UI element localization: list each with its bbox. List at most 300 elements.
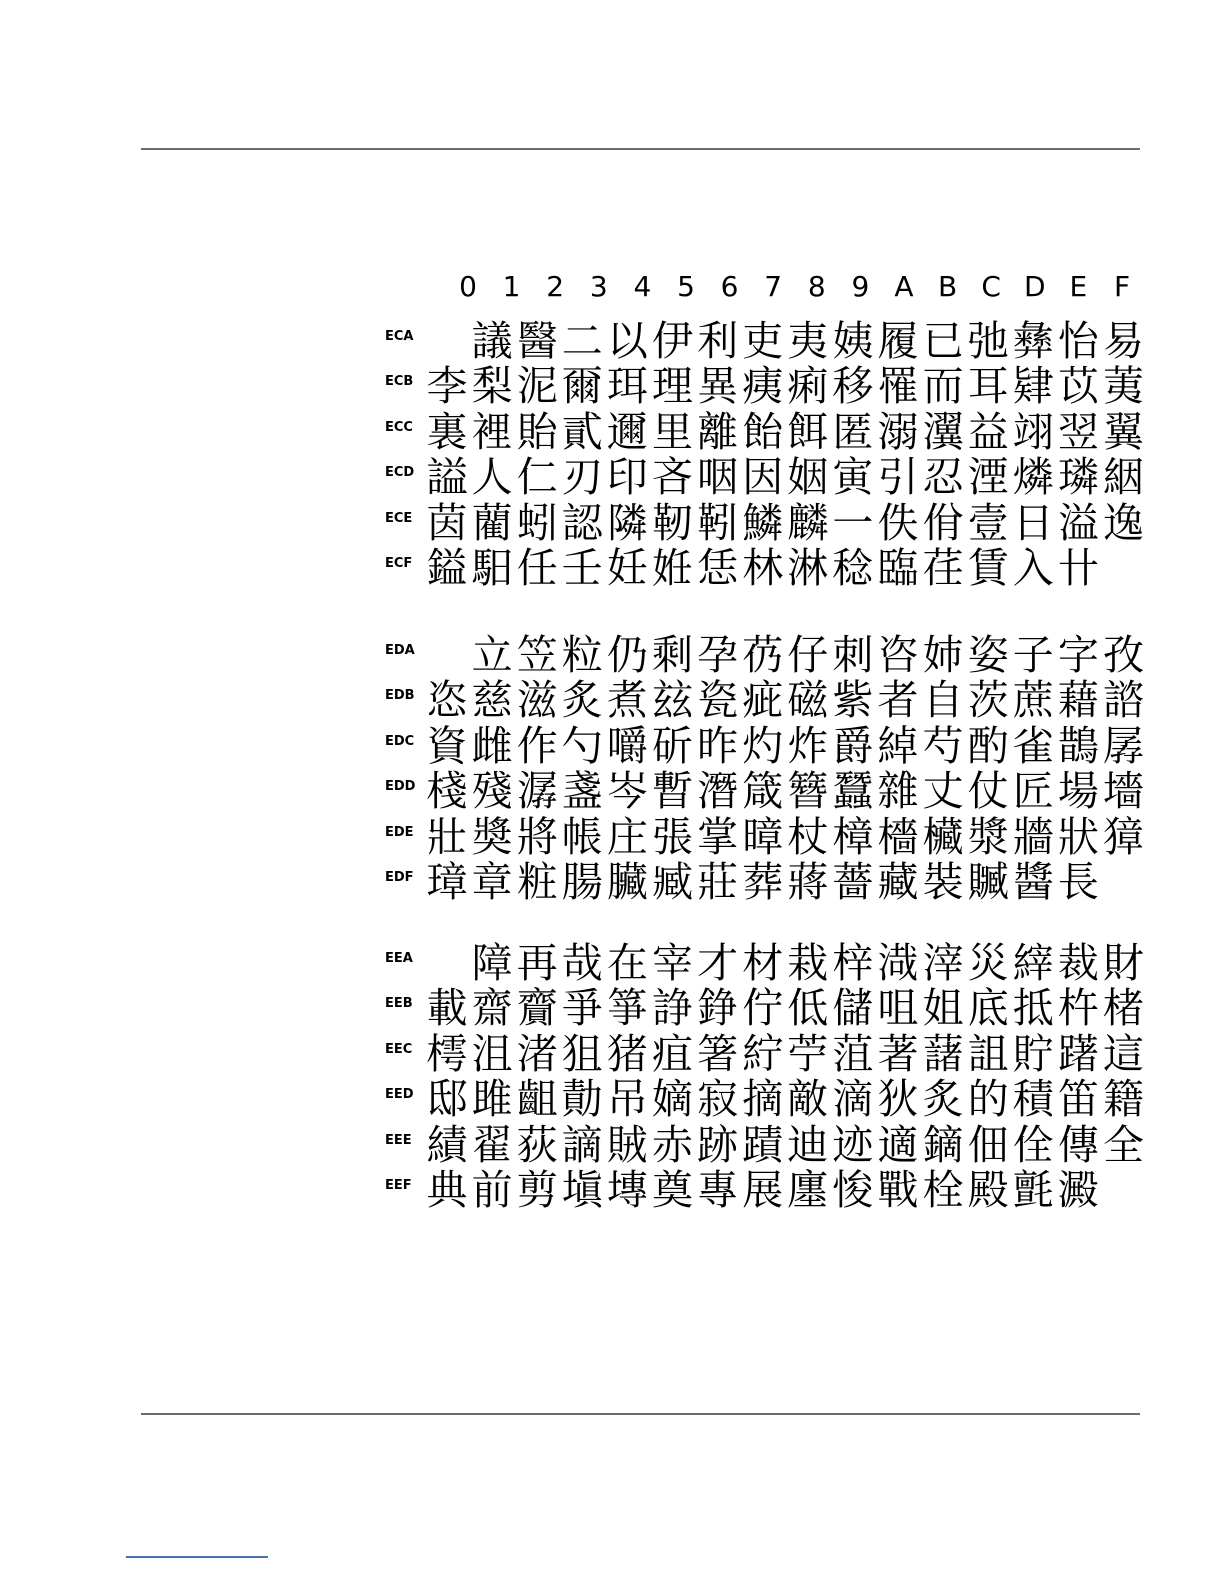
glyph-cell: 瀷 <box>922 407 964 456</box>
glyph-cell: 藷 <box>922 1029 964 1078</box>
glyph-cell: 昨 <box>697 721 739 770</box>
glyph-cell: 簪 <box>787 767 829 816</box>
glyph-cell: 荻 <box>516 1120 558 1169</box>
glyph-cell: 刺 <box>832 631 874 679</box>
glyph-cell: 潛 <box>697 767 739 816</box>
glyph-cell: 雎 <box>471 1075 513 1124</box>
row-label: EEC <box>385 1041 413 1057</box>
glyph-cell: 益 <box>967 407 1009 456</box>
glyph-cell: 姿 <box>967 631 1009 679</box>
column-header: 6 <box>720 270 739 303</box>
row-label: ECC <box>385 419 413 435</box>
glyph-cell: 諮 <box>1103 676 1144 725</box>
glyph-cell: 欌 <box>922 812 964 861</box>
glyph-cell: 績 <box>426 1120 468 1169</box>
glyph-cell: 籍 <box>1103 1075 1144 1124</box>
glyph-cell: 荏 <box>922 544 964 592</box>
glyph-cell: 低 <box>787 984 829 1033</box>
header-rule <box>141 148 1140 150</box>
glyph-cell: 怡 <box>1057 317 1099 365</box>
glyph-cell: 炙 <box>561 676 603 725</box>
glyph-cell: 鏑 <box>922 1120 964 1169</box>
glyph-cell: 贓 <box>967 858 1009 906</box>
glyph-cell: 墻 <box>1103 767 1144 816</box>
glyph-cell: 岑 <box>606 767 648 816</box>
row-label: EDD <box>385 779 416 795</box>
glyph-cell: 斫 <box>652 721 693 770</box>
glyph-cell: 剩 <box>652 631 693 679</box>
glyph-cell: 謚 <box>426 453 468 502</box>
glyph-cell: 齋 <box>471 984 513 1033</box>
glyph-cell: 刃 <box>561 453 603 502</box>
glyph-cell: 餌 <box>787 407 829 456</box>
glyph-cell: 栓 <box>922 1166 964 1214</box>
column-header: C <box>981 270 1001 303</box>
glyph-cell: 殘 <box>471 767 513 816</box>
column-header: D <box>1024 270 1046 303</box>
glyph-cell: 絪 <box>1103 453 1144 502</box>
glyph-cell: 邸 <box>426 1075 468 1124</box>
glyph-cell: 滓 <box>922 939 964 987</box>
glyph-cell: 卄 <box>1057 544 1099 592</box>
glyph-cell: 梓 <box>832 939 874 987</box>
glyph-cell: 潺 <box>516 767 558 816</box>
glyph-cell: 獐 <box>1103 812 1144 861</box>
glyph-cell: 姻 <box>787 453 829 502</box>
glyph-cell: 貳 <box>561 407 603 456</box>
glyph-cell: 人 <box>471 453 513 502</box>
glyph-cell: 的 <box>967 1075 1009 1124</box>
footer-link-underline <box>126 1556 268 1558</box>
glyph-cell: 已 <box>922 317 964 365</box>
glyph-cell: 煮 <box>606 676 648 725</box>
glyph-cell: 廛 <box>787 1166 829 1214</box>
glyph-cell: 苧 <box>787 1029 829 1078</box>
glyph-cell: 理 <box>652 362 693 411</box>
glyph-cell: 佇 <box>742 984 784 1033</box>
glyph-cell: 蠶 <box>832 767 874 816</box>
glyph-cell: 盞 <box>561 767 603 816</box>
glyph-cell: 仔 <box>787 631 829 679</box>
glyph-cell: 磁 <box>787 676 829 725</box>
glyph-cell: 璘 <box>1057 453 1099 502</box>
column-header: 8 <box>807 270 826 303</box>
glyph-cell: 敵 <box>787 1075 829 1124</box>
glyph-cell: 慈 <box>471 676 513 725</box>
glyph-cell: 積 <box>1012 1075 1054 1124</box>
row-label: EDA <box>385 643 415 658</box>
glyph-cell <box>1101 545 1147 591</box>
glyph-cell: 錚 <box>697 984 739 1033</box>
glyph-cell: 菹 <box>832 1029 874 1078</box>
glyph-cell: 栽 <box>787 939 829 987</box>
column-header: 0 <box>459 270 477 303</box>
glyph-cell: 利 <box>697 317 739 365</box>
glyph-cell: 茵 <box>426 498 468 547</box>
glyph-cell: 任 <box>516 544 558 592</box>
glyph-cell: 夷 <box>787 317 829 365</box>
glyph-cell: 匿 <box>832 407 874 456</box>
column-header: 3 <box>589 270 608 303</box>
glyph-cell <box>424 940 470 986</box>
glyph-cell: 狀 <box>1057 812 1099 861</box>
glyph-cell: 醬 <box>1012 858 1054 906</box>
glyph-cell: 嚼 <box>606 721 648 770</box>
glyph-cell: 翟 <box>471 1120 513 1169</box>
glyph-cell: 渽 <box>877 939 919 987</box>
row-label: ECA <box>385 329 414 344</box>
glyph-cell: 葬 <box>742 858 784 906</box>
glyph-cell: 楮 <box>1103 984 1144 1033</box>
glyph-cell: 子 <box>1012 631 1054 679</box>
glyph-cell: 淋 <box>787 544 829 592</box>
glyph-cell: 笛 <box>1057 1075 1099 1124</box>
glyph-cell: 蔗 <box>1012 676 1054 725</box>
glyph-cell: 迪 <box>787 1120 829 1169</box>
glyph-cell: 澱 <box>1057 1166 1099 1214</box>
glyph-cell: 一 <box>832 498 874 547</box>
glyph-cell: 哉 <box>561 939 603 987</box>
glyph-cell: 溺 <box>877 407 919 456</box>
glyph-cell: 仍 <box>606 631 648 679</box>
glyph-cell: 帳 <box>561 812 603 861</box>
glyph-cell: 傳 <box>1057 1120 1099 1169</box>
glyph-cell: 抵 <box>1012 984 1054 1033</box>
glyph-cell: 諍 <box>652 984 693 1033</box>
glyph-cell: 紫 <box>832 676 874 725</box>
glyph-cell: 灼 <box>742 721 784 770</box>
glyph-cell: 裁 <box>1057 939 1099 987</box>
glyph-cell: 佺 <box>1012 1120 1054 1169</box>
glyph-cell: 逸 <box>1103 498 1144 547</box>
glyph-cell: 吊 <box>606 1075 648 1124</box>
glyph-cell: 著 <box>877 1029 919 1078</box>
glyph-cell: 詛 <box>967 1029 1009 1078</box>
glyph-cell: 這 <box>1103 1029 1144 1078</box>
glyph-cell: 材 <box>742 939 784 987</box>
glyph-cell: 伊 <box>652 317 693 365</box>
glyph-cell: 炸 <box>787 721 829 770</box>
glyph-cell: 章 <box>471 858 513 906</box>
glyph-cell: 載 <box>426 984 468 1033</box>
glyph-cell: 綽 <box>877 721 919 770</box>
glyph-cell: 藺 <box>471 498 513 547</box>
glyph-cell: 才 <box>697 939 739 987</box>
column-header: 1 <box>502 270 521 303</box>
glyph-cell: 孱 <box>1103 721 1144 770</box>
glyph-cell: 箸 <box>697 1029 739 1078</box>
glyph-cell: 履 <box>877 317 919 365</box>
glyph-cell: 易 <box>1103 317 1144 365</box>
glyph-cell: 靷 <box>697 498 739 547</box>
row-label: EEE <box>385 1132 412 1148</box>
glyph-cell: 跡 <box>697 1120 739 1169</box>
glyph-cell: 而 <box>922 362 964 411</box>
row-label: ECD <box>385 465 415 481</box>
glyph-cell: 罹 <box>877 362 919 411</box>
glyph-cell: 赤 <box>652 1120 693 1169</box>
glyph-cell: 恁 <box>697 544 739 592</box>
glyph-cell: 樗 <box>426 1029 468 1078</box>
glyph-cell: 移 <box>832 362 874 411</box>
glyph-cell: 日 <box>1012 498 1054 547</box>
glyph-cell: 臧 <box>652 858 693 906</box>
column-header: A <box>894 270 914 303</box>
glyph-cell: 適 <box>877 1120 919 1169</box>
glyph-cell: 莊 <box>697 858 739 906</box>
glyph-cell: 爾 <box>561 362 603 411</box>
glyph-cell: 耳 <box>967 362 1009 411</box>
glyph-cell: 立 <box>471 631 513 679</box>
glyph-cell: 寂 <box>697 1075 739 1124</box>
glyph-cell: 勣 <box>561 1075 603 1124</box>
glyph-cell: 忍 <box>922 453 964 502</box>
glyph-cell: 箏 <box>606 984 648 1033</box>
glyph-cell: 庄 <box>606 812 648 861</box>
glyph-cell: 泥 <box>516 362 558 411</box>
glyph-cell: 二 <box>561 317 603 365</box>
glyph-cell <box>1101 859 1147 905</box>
glyph-cell: 丈 <box>922 767 964 816</box>
column-header-row <box>446 270 1146 304</box>
glyph-cell: 疵 <box>742 676 784 725</box>
glyph-cell: 蚓 <box>516 498 558 547</box>
glyph-cell: 杵 <box>1057 984 1099 1033</box>
glyph-cell: 紵 <box>742 1029 784 1078</box>
glyph-cell: 入 <box>1012 544 1054 592</box>
glyph-cell: 宰 <box>652 939 693 987</box>
glyph-cell: 裝 <box>922 858 964 906</box>
glyph-cell: 資 <box>426 721 468 770</box>
glyph-cell: 瓷 <box>697 676 739 725</box>
glyph-cell: 邇 <box>606 407 648 456</box>
glyph-cell: 腸 <box>561 858 603 906</box>
row-label: EEA <box>385 951 413 966</box>
glyph-cell: 咀 <box>877 984 919 1033</box>
glyph-cell: 痢 <box>787 362 829 411</box>
glyph-cell: 縡 <box>1012 939 1054 987</box>
glyph-cell: 障 <box>471 939 513 987</box>
glyph-cell: 貯 <box>1012 1029 1054 1078</box>
glyph-cell: 隣 <box>606 498 648 547</box>
glyph-cell: 孕 <box>697 631 739 679</box>
glyph-cell: 雜 <box>877 767 919 816</box>
glyph-cell: 殿 <box>967 1166 1009 1214</box>
row-label: EEF <box>385 1178 412 1193</box>
glyph-cell: 迹 <box>832 1120 874 1169</box>
glyph-cell: 孜 <box>1103 631 1144 679</box>
column-header: 9 <box>851 270 870 303</box>
glyph-cell: 異 <box>697 362 739 411</box>
glyph-cell: 珥 <box>606 362 648 411</box>
row-label: EDE <box>385 824 414 840</box>
glyph-cell <box>424 318 470 364</box>
glyph-cell: 吏 <box>742 317 784 365</box>
glyph-cell: 箴 <box>742 767 784 816</box>
glyph-cell: 塼 <box>606 1166 648 1214</box>
column-header: 2 <box>546 270 565 303</box>
glyph-cell <box>1101 1167 1147 1213</box>
glyph-cell: 咨 <box>877 631 919 679</box>
glyph-cell: 痍 <box>742 362 784 411</box>
glyph-cell: 鵲 <box>1057 721 1099 770</box>
glyph-cell: 笠 <box>516 631 558 679</box>
glyph-cell: 摘 <box>742 1075 784 1124</box>
glyph-cell: 嫡 <box>652 1075 693 1124</box>
glyph-cell: 仁 <box>516 453 558 502</box>
glyph-cell: 字 <box>1057 631 1099 679</box>
row-label: ECE <box>385 510 413 526</box>
glyph-cell: 掌 <box>697 812 739 861</box>
glyph-cell: 雌 <box>471 721 513 770</box>
glyph-cell: 疽 <box>652 1029 693 1078</box>
glyph-cell: 展 <box>742 1166 784 1214</box>
glyph-cell: 暫 <box>652 767 693 816</box>
glyph-cell: 溢 <box>1057 498 1099 547</box>
glyph-cell: 齟 <box>516 1075 558 1124</box>
glyph-cell: 林 <box>742 544 784 592</box>
glyph-cell: 棧 <box>426 767 468 816</box>
glyph-cell: 猪 <box>606 1029 648 1078</box>
glyph-cell: 粧 <box>516 858 558 906</box>
glyph-cell: 玆 <box>652 676 693 725</box>
glyph-cell: 賊 <box>606 1120 648 1169</box>
glyph-cell: 璋 <box>426 858 468 906</box>
glyph-cell: 爵 <box>832 721 874 770</box>
glyph-cell: 儲 <box>832 984 874 1033</box>
glyph-cell: 飴 <box>742 407 784 456</box>
glyph-cell: 咽 <box>697 453 739 502</box>
glyph-cell: 爭 <box>561 984 603 1033</box>
glyph-cell: 沮 <box>471 1029 513 1078</box>
glyph-cell: 自 <box>922 676 964 725</box>
glyph-cell: 彝 <box>1012 317 1054 365</box>
column-header: 7 <box>764 270 783 303</box>
glyph-cell: 薔 <box>832 858 874 906</box>
glyph-cell: 全 <box>1103 1120 1144 1169</box>
glyph-cell: 引 <box>877 453 919 502</box>
glyph-cell: 牆 <box>1012 812 1054 861</box>
glyph-cell: 雀 <box>1012 721 1054 770</box>
glyph-cell: 姐 <box>922 984 964 1033</box>
glyph-cell: 在 <box>606 939 648 987</box>
glyph-cell: 臟 <box>606 858 648 906</box>
glyph-cell: 酌 <box>967 721 1009 770</box>
glyph-cell: 長 <box>1057 858 1099 906</box>
glyph-cell: 稔 <box>832 544 874 592</box>
glyph-cell: 壯 <box>426 812 468 861</box>
glyph-cell: 塡 <box>561 1166 603 1214</box>
glyph-cell: 漿 <box>967 812 1009 861</box>
glyph-cell: 勺 <box>561 721 603 770</box>
row-label: EDB <box>385 688 415 704</box>
glyph-cell: 謫 <box>561 1120 603 1169</box>
glyph-cell: 麟 <box>787 498 829 547</box>
glyph-cell: 蔣 <box>787 858 829 906</box>
glyph-cell: 作 <box>516 721 558 770</box>
glyph-cell: 湮 <box>967 453 1009 502</box>
row-label: EED <box>385 1087 414 1103</box>
glyph-cell: 苡 <box>1057 362 1099 411</box>
glyph-cell: 燐 <box>1012 453 1054 502</box>
glyph-cell: 議 <box>471 317 513 365</box>
glyph-cell: 藉 <box>1057 676 1099 725</box>
glyph-cell: 荑 <box>1103 362 1144 411</box>
glyph-cell: 佾 <box>922 498 964 547</box>
glyph-cell: 將 <box>516 812 558 861</box>
glyph-cell: 里 <box>652 407 693 456</box>
glyph-cell: 認 <box>561 498 603 547</box>
glyph-cell: 賃 <box>967 544 1009 592</box>
glyph-cell: 剪 <box>516 1166 558 1214</box>
glyph-cell: 翼 <box>1103 407 1144 456</box>
glyph-cell: 滴 <box>832 1075 874 1124</box>
glyph-cell: 李 <box>426 362 468 411</box>
row-label: ECB <box>385 374 414 390</box>
glyph-cell: 典 <box>426 1166 468 1214</box>
glyph-cell: 場 <box>1057 767 1099 816</box>
glyph-cell: 災 <box>967 939 1009 987</box>
glyph-cell: 檣 <box>877 812 919 861</box>
glyph-cell: 弛 <box>967 317 1009 365</box>
glyph-cell: 靭 <box>652 498 693 547</box>
glyph-cell: 馹 <box>471 544 513 592</box>
column-header: 4 <box>633 270 652 303</box>
glyph-cell: 印 <box>606 453 648 502</box>
glyph-cell: 醫 <box>516 317 558 365</box>
row-label: EDF <box>385 870 414 885</box>
glyph-cell: 妊 <box>606 544 648 592</box>
glyph-cell: 蹟 <box>742 1120 784 1169</box>
glyph-cell: 以 <box>606 317 648 365</box>
glyph-cell: 姉 <box>922 631 964 679</box>
glyph-cell: 臨 <box>877 544 919 592</box>
glyph-cell: 肄 <box>1012 362 1054 411</box>
glyph-cell: 匠 <box>1012 767 1054 816</box>
column-header: B <box>937 270 958 303</box>
glyph-cell: 仗 <box>967 767 1009 816</box>
glyph-cell: 專 <box>697 1166 739 1214</box>
glyph-cell: 狙 <box>561 1029 603 1078</box>
footer-rule <box>141 1413 1140 1415</box>
glyph-cell: 底 <box>967 984 1009 1033</box>
glyph-cell: 藏 <box>877 858 919 906</box>
glyph-cell: 芿 <box>742 631 784 679</box>
glyph-cell: 狄 <box>877 1075 919 1124</box>
glyph-cell: 壹 <box>967 498 1009 547</box>
glyph-cell: 粒 <box>561 631 603 679</box>
glyph-cell: 渚 <box>516 1029 558 1078</box>
glyph-cell: 貽 <box>516 407 558 456</box>
row-label: ECF <box>385 556 413 571</box>
glyph-cell: 奠 <box>652 1166 693 1214</box>
glyph-cell: 滋 <box>516 676 558 725</box>
glyph-cell: 氈 <box>1012 1166 1054 1214</box>
glyph-cell: 寅 <box>832 453 874 502</box>
glyph-cell: 杖 <box>787 812 829 861</box>
row-label: EDC <box>385 733 415 749</box>
glyph-cell: 壬 <box>561 544 603 592</box>
glyph-cell: 炙 <box>922 1075 964 1124</box>
glyph-cell: 裏 <box>426 407 468 456</box>
glyph-cell: 張 <box>652 812 693 861</box>
glyph-cell: 姨 <box>832 317 874 365</box>
glyph-cell: 因 <box>742 453 784 502</box>
row-label: EEB <box>385 996 413 1012</box>
column-header: E <box>1069 270 1088 303</box>
glyph-cell: 戰 <box>877 1166 919 1214</box>
glyph-cell: 恣 <box>426 676 468 725</box>
